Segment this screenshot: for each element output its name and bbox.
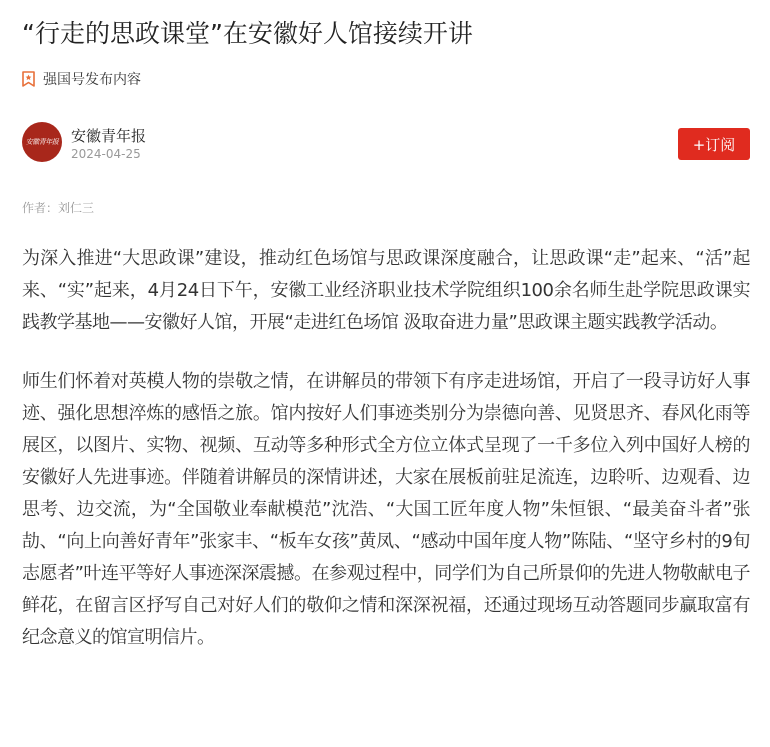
article-paragraph: 师生们怀着对英模人物的崇敬之情，在讲解员的带领下有序走进场馆，开启了一段寻访好人事迹、强化思想淬炼的感悟之旅。馆内按好人们事迹类别分为崇德向善、见贤思齐、春风化雨等展区，以图片、实物、视频、互动等多种形式全方位立体式呈现了一千多位入列中国好人榜的安徽好人先进事迹。伴随着讲解员的深情讲述，大家在展板前驻足流连，边聆听、边观看、边思考、边交流，为“全国敬业奉献模范”沈浩、“大国工匠年度人物”朱恒银、“最美奋斗者”张劼、“向上向善好青年”张家丰、“板车女孩”黄凤、“感动中国年度人物”陈陆、“坚守乡村的9旬志愿者”叶连平等好人事迹深深震撼。在参观过程中，同学们为自己所景仰的先进人物敬献电子鲜花，在留言区抒写自己对好人们的敬仰之情和深深祝福，还通过现场互动答题同步赢取富有纪念意义的馆宣明信片。 [22, 371, 750, 648]
subscribe-button[interactable]: +订阅 [678, 128, 750, 160]
article-paragraph: 为深入推进“大思政课”建设，推动红色场馆与思政课深度融合，让思政课“走”起来、“活”起来、“实”起来，4月24日下午，安徽工业经济职业技术学院组织100余名师生赴学院思政课实践教学基地——安徽好人馆，开展“走进红色场馆 汲取奋进力量”思政课主题实践教学活动。 [22, 248, 750, 333]
avatar-logo-text: 安徽青年报 [25, 138, 59, 146]
avatar[interactable] [22, 122, 62, 162]
source-label: 强国号发布内容 [43, 72, 141, 88]
bookmark-icon [22, 71, 35, 87]
article-body [22, 243, 750, 681]
publisher-name[interactable]: 安徽青年报 [71, 127, 147, 145]
source-tag [22, 68, 141, 90]
article-title: “行走的思政课堂”在安徽好人馆接续开讲 [22, 19, 473, 48]
author-line: 作者：刘仁三 [22, 201, 95, 215]
publisher-row [22, 122, 750, 168]
publish-date: 2024-04-25 [71, 147, 141, 161]
